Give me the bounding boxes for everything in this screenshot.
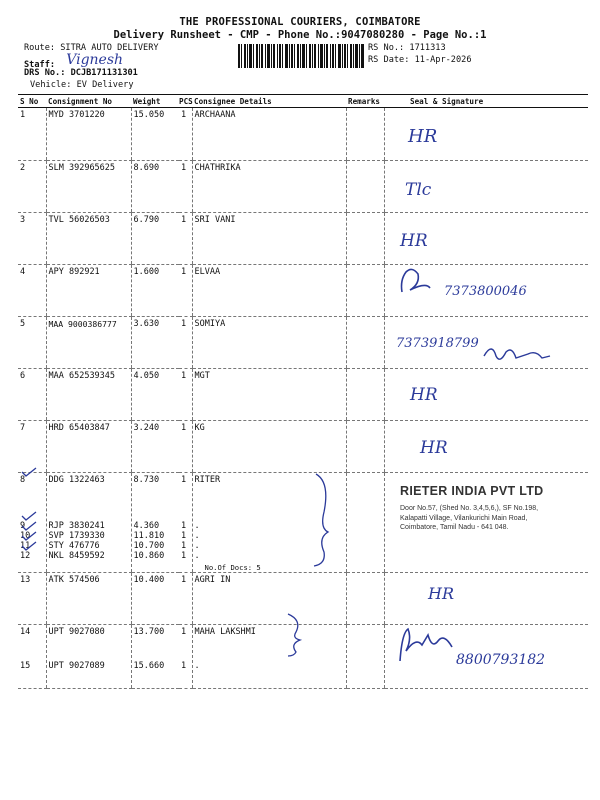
route-line: Route: SITRA AUTO DELIVERY <box>24 43 159 53</box>
table-row: 4 APY 892921 1.600 1 ELVAA <box>18 265 588 317</box>
signature-phone-row-15: 8800793182 <box>456 652 546 668</box>
table-row: 6 MAA 652539345 4.050 1 MGT <box>18 369 588 421</box>
signature-row-13: HR <box>428 584 454 603</box>
table-header-row <box>18 95 588 108</box>
vehicle-value: EV Delivery <box>76 80 134 90</box>
col-remarks: Remarks <box>346 95 384 108</box>
rs-no-value: 1711313 <box>409 43 446 53</box>
staff-line: Staff: Vignesh <box>24 52 124 70</box>
col-sno: S No <box>18 95 46 108</box>
sheet-subtitle: Delivery Runsheet - CMP - Phone No.:9047080280 - Page No.:1 <box>113 29 487 41</box>
rs-date-line: RS Date: 11-Apr-2026 <box>368 55 472 65</box>
stamp-company: RIETER INDIA PVT LTD <box>400 484 544 498</box>
company-stamp: RIETER INDIA PVT LTD Door No.57, (Shed No. 3,4,5,6,), SF No.198, Kalapatti Village, Vilankurichi Main Road, Coimbatore, Tamil Nadu - 641 048. <box>400 484 580 533</box>
vehicle-line: Vehicle: EV Delivery <box>30 80 134 90</box>
table-row-group: 8 9 10 11 12 DDG 1322463 RJP 3830241 SVP 1739330 STY 476776 NKL 8459592 8.730 4.360 11.810 10.700 10.860 1 1 1 1 1 RITER . . . . No.Of Docs: 5 <box>18 473 588 573</box>
staff-signature: Vignesh <box>66 52 124 68</box>
sheet-title: THE PROFESSIONAL COURIERS, COIMBATORE <box>179 16 421 28</box>
signature-phone-row-5: 7373918799 <box>396 336 479 351</box>
signature-row-7: HR <box>420 438 448 458</box>
rs-no-line: RS No.: 1711313 <box>368 43 446 53</box>
signature-row-2: Tlc <box>405 180 432 200</box>
table-row: 1 MYD 3701220 15.050 1 ARCHAANA <box>18 108 588 161</box>
col-weight: Weight <box>131 95 179 108</box>
col-consignment: Consignment No <box>46 95 131 108</box>
table-row: 13 ATK 574506 10.400 1 AGRI IN <box>18 573 588 625</box>
table-row: 5 MAA 9000386777 3.630 1 SOMIYA <box>18 317 588 369</box>
barcode <box>238 44 364 68</box>
route-value: SITRA AUTO DELIVERY <box>60 43 159 53</box>
rs-date-value: 11-Apr-2026 <box>414 55 472 65</box>
table-row: 7 HRD 65403847 3.240 1 KG <box>18 421 588 473</box>
col-consignee: Consignee Details <box>192 95 346 108</box>
docs-count: No.Of Docs: 5 <box>204 563 261 572</box>
table-row: 3 TVL 56026503 6.790 1 SRI VANI <box>18 213 588 265</box>
drs-line: DRS No.: DCJB171131301 <box>24 68 138 78</box>
group-sno-list: 9 10 11 12 <box>20 521 31 561</box>
signature-row-6: HR <box>410 385 438 405</box>
table-row-group: 14 15 UPT 9027080 UPT 9027089 13.700 15.660 1 1 MAHA LAKSHMI . <box>18 625 588 689</box>
drs-value: DCJB171131301 <box>70 68 138 78</box>
runsheet-table <box>18 94 588 689</box>
signature-row-3: HR <box>400 231 428 251</box>
signature-row-1: HR <box>408 126 438 147</box>
table-row: 2 SLM 392965625 8.690 1 CHATHRIKA <box>18 161 588 213</box>
col-seal: Seal & Signature <box>384 95 588 108</box>
col-pcs: PCS <box>179 96 193 106</box>
signature-phone-row-4: 7373800046 <box>444 284 527 299</box>
